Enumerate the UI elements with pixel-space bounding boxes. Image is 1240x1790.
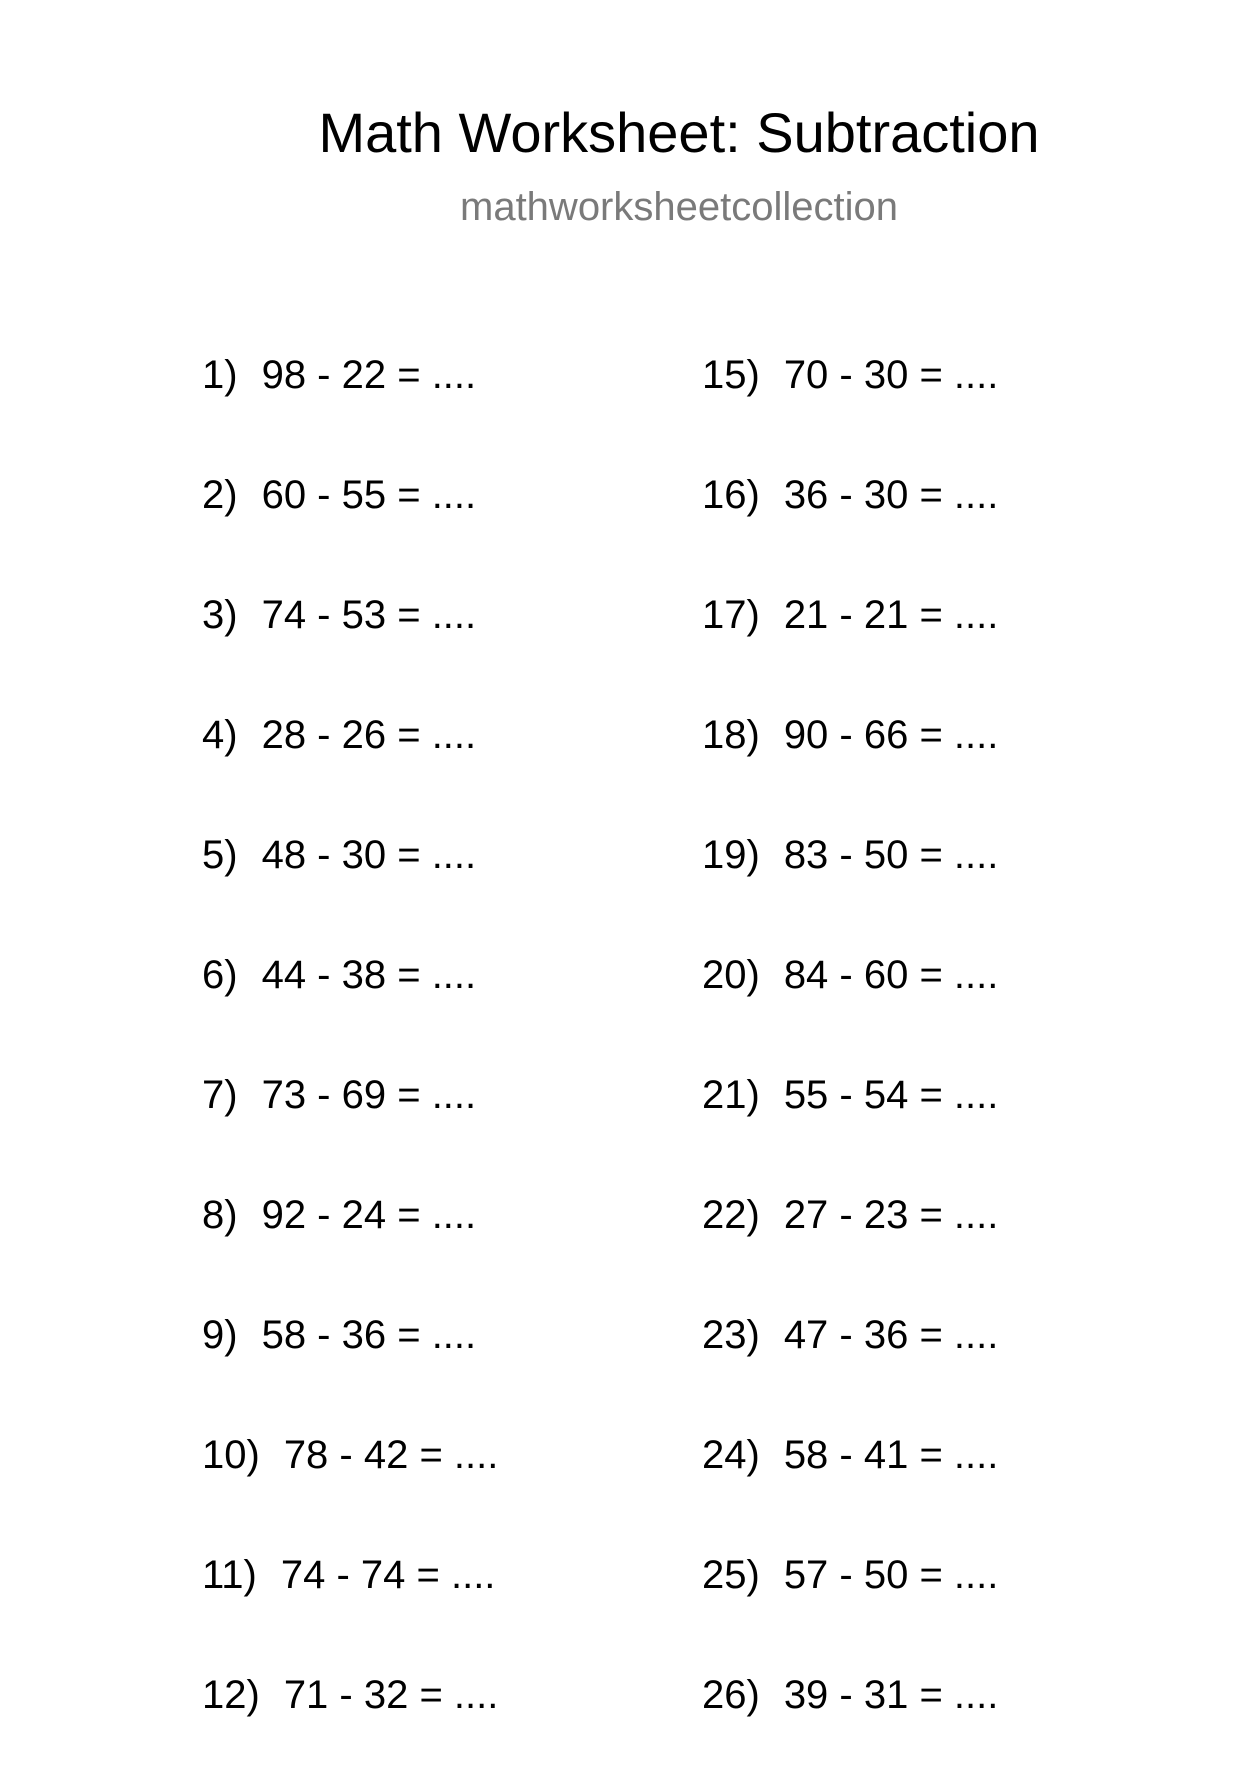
problem-item [202, 1550, 682, 1670]
problem-item [702, 710, 1182, 830]
problem-column-right [702, 350, 1182, 1790]
problem-number: 16) [702, 473, 760, 517]
problem-item [702, 1430, 1182, 1550]
problem-expression: 55 - 54 = .... [783, 1073, 999, 1117]
problem-item [202, 1670, 682, 1790]
problem-number: 21) [702, 1073, 760, 1117]
page-title: Math Worksheet: Subtraction [318, 101, 1040, 164]
problem-number: 22) [702, 1193, 760, 1237]
problem-expression: 57 - 50 = .... [783, 1553, 999, 1597]
page-subtitle: mathworksheetcollection [460, 185, 898, 229]
problem-item [202, 1310, 682, 1430]
problem-item [702, 1550, 1182, 1670]
problem-number: 2) [202, 473, 238, 517]
problem-expression: 83 - 50 = .... [783, 833, 999, 877]
problem-expression: 73 - 69 = .... [261, 1073, 477, 1117]
problem-number: 9) [202, 1313, 238, 1357]
problem-expression: 60 - 55 = .... [261, 473, 477, 517]
problem-item [702, 830, 1182, 950]
problem-number: 4) [202, 713, 238, 757]
problem-item [702, 1190, 1182, 1310]
problem-expression: 71 - 32 = .... [283, 1673, 499, 1717]
problem-expression: 98 - 22 = .... [261, 353, 477, 397]
problem-item [702, 1070, 1182, 1190]
problem-item [202, 470, 682, 590]
problem-expression: 74 - 74 = .... [280, 1553, 496, 1597]
problem-item [702, 590, 1182, 710]
problem-number: 19) [702, 833, 760, 877]
problem-expression: 70 - 30 = .... [783, 353, 999, 397]
problem-column-left [202, 350, 682, 1790]
problem-expression: 74 - 53 = .... [261, 593, 477, 637]
problem-item [202, 950, 682, 1070]
problem-number: 25) [702, 1553, 760, 1597]
problem-item [202, 710, 682, 830]
problem-number: 5) [202, 833, 238, 877]
problem-number: 1) [202, 353, 238, 397]
problem-number: 20) [702, 953, 760, 997]
problem-expression: 90 - 66 = .... [783, 713, 999, 757]
problem-number: 12) [202, 1673, 260, 1717]
problem-expression: 39 - 31 = .... [783, 1673, 999, 1717]
problem-item [702, 950, 1182, 1070]
problem-expression: 47 - 36 = .... [783, 1313, 999, 1357]
problem-item [202, 1070, 682, 1190]
problem-item [202, 830, 682, 950]
problem-item [702, 1310, 1182, 1430]
problem-item [702, 1670, 1182, 1790]
problem-expression: 92 - 24 = .... [261, 1193, 477, 1237]
problem-expression: 58 - 36 = .... [261, 1313, 477, 1357]
problem-item [702, 470, 1182, 590]
problem-item [202, 1430, 682, 1550]
problem-number: 7) [202, 1073, 238, 1117]
problem-expression: 58 - 41 = .... [783, 1433, 999, 1477]
problem-number: 23) [702, 1313, 760, 1357]
problem-expression: 78 - 42 = .... [283, 1433, 499, 1477]
problem-number: 6) [202, 953, 238, 997]
problem-number: 26) [702, 1673, 760, 1717]
problem-expression: 28 - 26 = .... [261, 713, 477, 757]
problem-number: 24) [702, 1433, 760, 1477]
problem-expression: 84 - 60 = .... [783, 953, 999, 997]
problem-expression: 48 - 30 = .... [261, 833, 477, 877]
problem-number: 3) [202, 593, 238, 637]
problem-number: 18) [702, 713, 760, 757]
problem-expression: 44 - 38 = .... [261, 953, 477, 997]
problem-number: 10) [202, 1433, 260, 1477]
problem-expression: 36 - 30 = .... [783, 473, 999, 517]
problem-number: 17) [702, 593, 760, 637]
problem-item [202, 350, 682, 470]
problem-expression: 21 - 21 = .... [783, 593, 999, 637]
problem-item [202, 590, 682, 710]
problem-item [702, 350, 1182, 470]
problem-number: 11) [202, 1553, 257, 1597]
problem-expression: 27 - 23 = .... [783, 1193, 999, 1237]
problem-number: 8) [202, 1193, 238, 1237]
problem-item [202, 1190, 682, 1310]
problem-number: 15) [702, 353, 760, 397]
